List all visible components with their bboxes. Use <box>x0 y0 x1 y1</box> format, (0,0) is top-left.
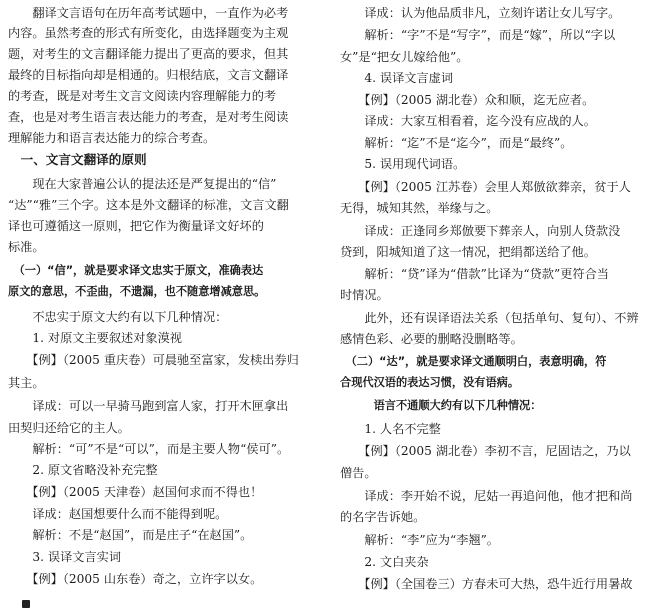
text-line: 【例】（全国卷三）方春未可大热，恐牛近行用暑故 <box>340 577 633 591</box>
text-line: 译成：正逢同乡郑倣要下葬亲人，向别人贷款没 <box>340 224 621 238</box>
text-line: 3. 误译文言实词 <box>8 550 122 564</box>
text-line: 【例】（2005 山东卷）奇之，立许字以女。 <box>8 572 263 586</box>
text-line: 翻译文言语句在历年高考试题中，一直作为必考 <box>8 6 289 20</box>
text-line: （二）“达”，就是要求译文通顺明白，表意明确，符 <box>340 355 607 368</box>
text-line: 感情色彩、必要的删略没删略等。 <box>340 332 523 346</box>
text-line: 【例】（2005 江苏卷）会里人郑倣欲葬亲，贫于人 <box>340 180 631 194</box>
text-line: 此外，还有误译语法关系（包括单句、复句）、不辨 <box>340 311 639 325</box>
text-line: 内容。虽然考查的形式有所变化，由选择题变为主观 <box>8 26 289 40</box>
text-line: 查，也是对考生语言表达能力的考查，是对考生阅读 <box>8 110 289 124</box>
text-line: 的考查，既是对考生文言文阅读内容理解能力的考 <box>8 89 277 103</box>
text-line: 【例】（2005 湖北卷）李初不言，尼固诘之，乃以 <box>340 444 631 458</box>
text-line: 译成：大家互相看着，迄今没有应战的人。 <box>340 114 596 128</box>
text-line: 不忠实于原文大约有以下几种情况： <box>8 310 228 324</box>
text-line: 译也可遵循这一原则，把它作为衡量译文好坏的 <box>8 219 264 233</box>
text-line: 解析：“可”不是“可以”，而是主要人物“侯可”。 <box>8 442 290 456</box>
text-line: 1. 对原文主要叙述对象漠视 <box>8 331 182 345</box>
text-line: 解析：不是“赵国”，而是庄子“在赵国”。 <box>8 528 253 542</box>
text-line: 解析：“贷”译为“借款”比译为“贷款”更符合当 <box>340 267 609 281</box>
text-line: 译成：认为他品质非凡，立刻许诺让女儿写字。 <box>340 6 621 20</box>
text-line: 女”是“把女儿嫁给他”。 <box>340 50 469 64</box>
text-line: 2. 文白夹杂 <box>340 555 429 569</box>
text-line: 题，对考生的文言翻译能力提出了更高的要求，但其 <box>8 47 289 61</box>
text-line: 贷到，阳城知道了这一情况，把绢都送给了他。 <box>340 245 596 259</box>
text-line: 原文的意思，不歪曲，不遗漏，也不随意增减意思。 <box>8 285 266 298</box>
text-line: 无得，城知其然，举缘与之。 <box>340 201 499 215</box>
text-line: 语言不通顺大约有以下几种情况： <box>340 399 542 412</box>
text-line: 4. 误译文言虚词 <box>340 71 454 85</box>
text-line: （一）“信”，就是要求译文忠实于原文，准确表达 <box>8 264 264 277</box>
text-line: 解析：“李”应为“李翘”。 <box>340 533 499 547</box>
text-line: 的名字告诉她。 <box>340 510 426 524</box>
text-line: 其主。 <box>8 376 45 390</box>
text-line: 合现代汉语的表达习惯，没有语病。 <box>340 376 520 389</box>
text-line: 田契归还给它的主人。 <box>8 421 130 435</box>
text-line: 现在大家普遍公认的提法还是严复提出的“信” <box>8 177 277 191</box>
text-line: 译成：可以一早骑马跑到富人家，打开木匣拿出 <box>8 399 289 413</box>
text-line: 【例】（2005 重庆卷）可晨驰至富家，发椟出券归 <box>8 353 299 367</box>
text-line: 译成：赵国想要什么而不能得到呢。 <box>8 507 228 521</box>
text-line: 标准。 <box>8 240 45 254</box>
text-line: 最终的目标指向却是相通的。归根结底，文言文翻译 <box>8 68 289 82</box>
text-line: 时情况。 <box>340 288 389 302</box>
text-line: “达”“雅”三个字。这本是外文翻译的标准，文言文翻 <box>8 198 289 212</box>
text-line: 【例】（2005 天津卷）赵国何求而不得也！ <box>8 485 263 499</box>
text-line: 2. 原文省略没补充完整 <box>8 463 158 477</box>
text-line: 僧告。 <box>340 466 377 480</box>
text-line: 理解能力和语言表达能力的综合考查。 <box>8 131 216 145</box>
text-line: 1. 人名不完整 <box>340 422 441 436</box>
text-line: 【例】（2005 湖北卷）众和顺，迄无应者。 <box>340 93 595 107</box>
text-line: 解析：“迄”不是“迄今”，而是“最终”。 <box>340 136 573 150</box>
page-marker <box>22 600 30 608</box>
text-line: 译成：李开始不说，尼姑一再追问他，他才把和尚 <box>340 489 633 503</box>
text-line: 5. 误用现代词语。 <box>340 157 466 171</box>
text-line: 解析：“字”不是“写字”，而是“嫁”，所以“字以 <box>340 28 616 42</box>
section-heading: 一、文言文翻译的原则 <box>8 152 147 167</box>
